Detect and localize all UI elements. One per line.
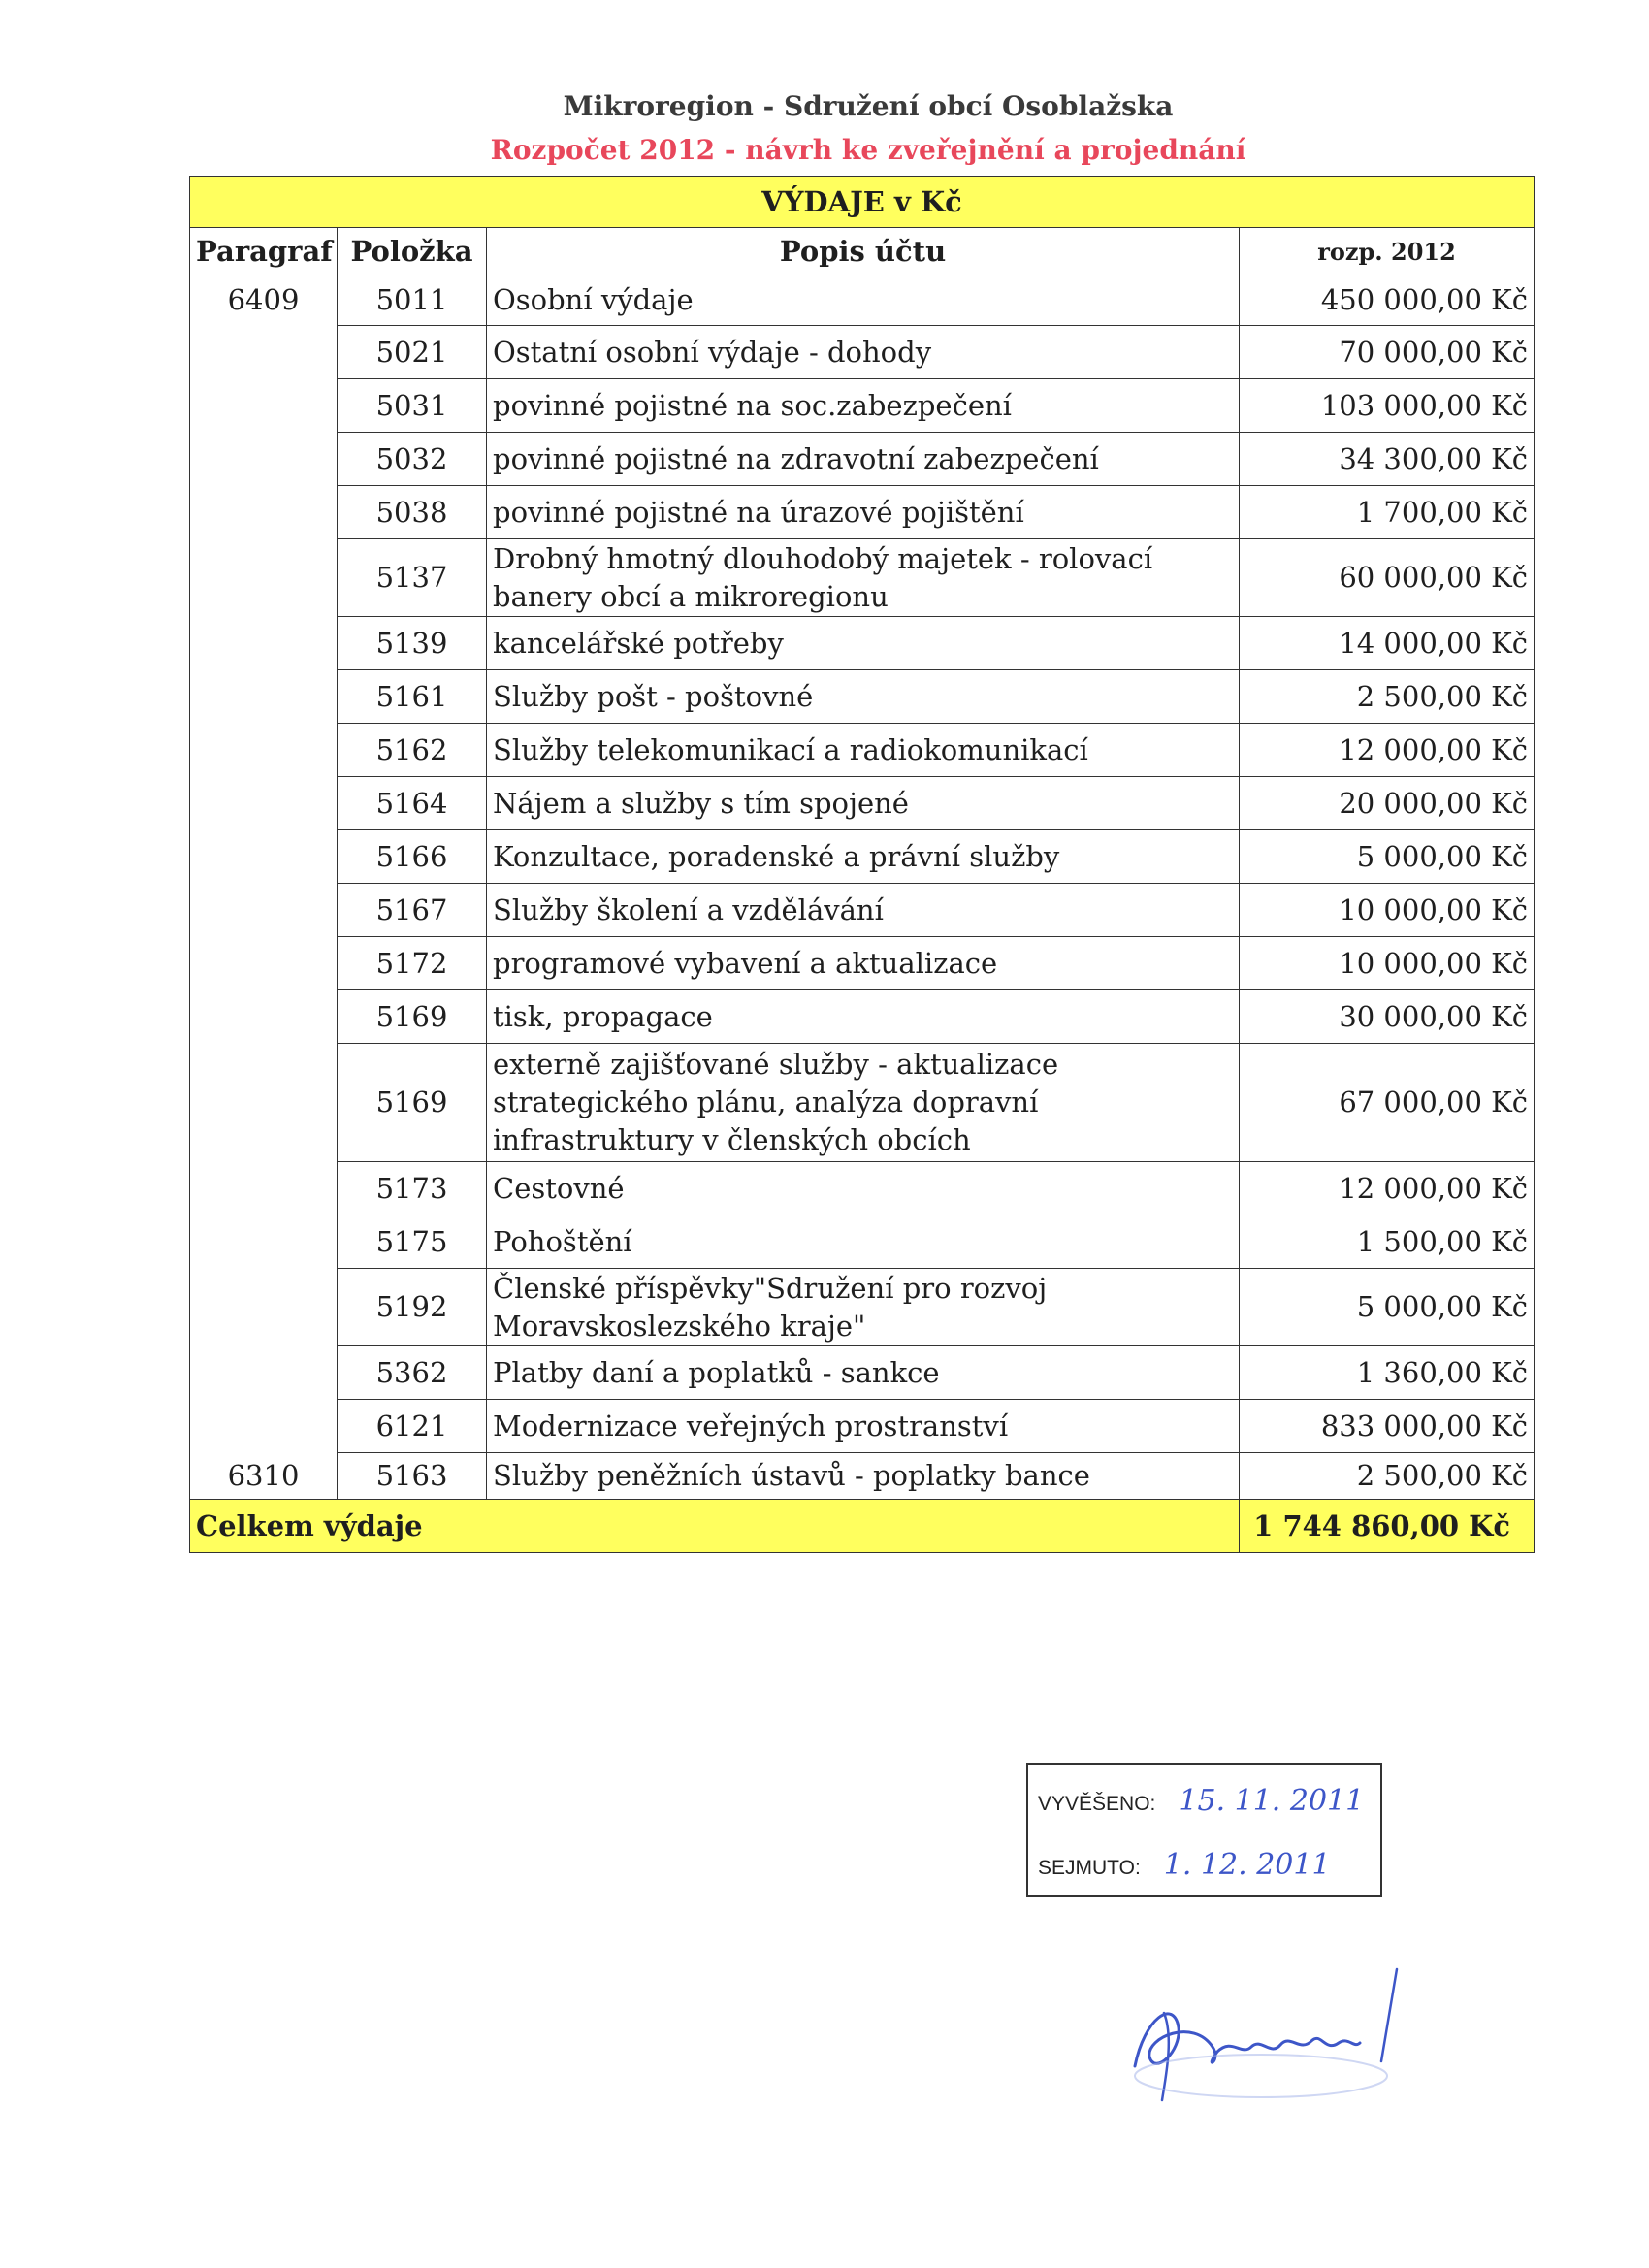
- paragraf-cell: [190, 1269, 338, 1346]
- polozka-cell: 5021: [338, 326, 487, 379]
- popis-cell: Platby daní a poplatků - sankce: [487, 1346, 1240, 1400]
- paragraf-cell: [190, 884, 338, 937]
- popis-cell: programové vybavení a aktualizace: [487, 937, 1240, 990]
- table-row: [190, 1044, 1535, 1162]
- castka-cell: 60 000,00 Kč: [1240, 539, 1535, 617]
- castka-cell: 20 000,00 Kč: [1240, 777, 1535, 830]
- castka-cell: 34 300,00 Kč: [1240, 433, 1535, 486]
- posting-stamp: [1026, 1763, 1382, 1897]
- paragraf-cell: [190, 326, 338, 379]
- popis-cell: Služby peněžních ústavů - poplatky bance: [487, 1453, 1240, 1500]
- polozka-cell: 5038: [338, 486, 487, 539]
- table-row: [190, 937, 1535, 990]
- table-row: [190, 1346, 1535, 1400]
- paragraf-cell: [190, 937, 338, 990]
- document-subtitle: Rozpočet 2012 - návrh ke zveřejnění a projednání: [490, 134, 1246, 166]
- header-paragraf: Paragraf: [190, 228, 338, 275]
- paragraf-cell: [190, 777, 338, 830]
- paragraf-cell: [190, 1215, 338, 1269]
- table-row: [190, 670, 1535, 724]
- paragraf-cell: [190, 670, 338, 724]
- popis-cell: tisk, propagace: [487, 990, 1240, 1044]
- paragraf-cell: [190, 1400, 338, 1453]
- popis-cell: Drobný hmotný dlouhodobý majetek - rolovací banery obcí a mikroregionu: [487, 539, 1240, 617]
- table-row: [190, 1453, 1535, 1500]
- castka-cell: 1 360,00 Kč: [1240, 1346, 1535, 1400]
- paragraf-cell: [190, 539, 338, 617]
- polozka-cell: 5166: [338, 830, 487, 884]
- polozka-cell: 5162: [338, 724, 487, 777]
- document-title: Mikroregion - Sdružení obcí Osoblažska: [563, 90, 1174, 122]
- header-polozka: Položka: [338, 228, 487, 275]
- paragraf-cell: [190, 1162, 338, 1215]
- polozka-cell: 5167: [338, 884, 487, 937]
- paragraf-cell: [190, 1346, 338, 1400]
- paragraf-cell: [190, 990, 338, 1044]
- castka-cell: 10 000,00 Kč: [1240, 937, 1535, 990]
- paragraf-cell: [190, 433, 338, 486]
- polozka-cell: 5169: [338, 990, 487, 1044]
- polozka-cell: 5172: [338, 937, 487, 990]
- polozka-cell: 5161: [338, 670, 487, 724]
- polozka-cell: 6121: [338, 1400, 487, 1453]
- popis-cell: Služby pošt - poštovné: [487, 670, 1240, 724]
- budget-table: [189, 176, 1535, 1553]
- table-row: [190, 617, 1535, 670]
- castka-cell: 833 000,00 Kč: [1240, 1400, 1535, 1453]
- polozka-cell: 5011: [338, 275, 487, 326]
- popis-cell: Konzultace, poradenské a právní služby: [487, 830, 1240, 884]
- popis-cell: externě zajišťované služby - aktualizace strategického plánu, analýza dopravní infrastruktury v členských obcích: [487, 1044, 1240, 1162]
- table-row: [190, 539, 1535, 617]
- table-row: [190, 275, 1535, 326]
- popis-cell: Pohoštění: [487, 1215, 1240, 1269]
- castka-cell: 14 000,00 Kč: [1240, 617, 1535, 670]
- castka-cell: 103 000,00 Kč: [1240, 379, 1535, 433]
- polozka-cell: 5032: [338, 433, 487, 486]
- table-row: [190, 990, 1535, 1044]
- popis-cell: Ostatní osobní výdaje - dohody: [487, 326, 1240, 379]
- table-row: [190, 379, 1535, 433]
- handwritten-signature: [1106, 1960, 1416, 2115]
- castka-cell: 1 700,00 Kč: [1240, 486, 1535, 539]
- popis-cell: Nájem a služby s tím spojené: [487, 777, 1240, 830]
- table-row: [190, 830, 1535, 884]
- castka-cell: 5 000,00 Kč: [1240, 830, 1535, 884]
- castka-cell: 67 000,00 Kč: [1240, 1044, 1535, 1162]
- paragraf-cell: 6310: [190, 1453, 338, 1500]
- popis-cell: Služby telekomunikací a radiokomunikací: [487, 724, 1240, 777]
- polozka-cell: 5163: [338, 1453, 487, 1500]
- table-row: [190, 433, 1535, 486]
- table-row: [190, 724, 1535, 777]
- posted-date: 15. 11. 2011: [1179, 1784, 1365, 1818]
- polozka-cell: 5139: [338, 617, 487, 670]
- removed-row: [1038, 1848, 1331, 1882]
- castka-cell: 450 000,00 Kč: [1240, 275, 1535, 326]
- table-row: [190, 326, 1535, 379]
- removed-date: 1. 12. 2011: [1163, 1848, 1331, 1882]
- popis-cell: povinné pojistné na soc.zabezpečení: [487, 379, 1240, 433]
- castka-cell: 2 500,00 Kč: [1240, 1453, 1535, 1500]
- castka-cell: 10 000,00 Kč: [1240, 884, 1535, 937]
- header-popis: Popis účtu: [487, 228, 1240, 275]
- polozka-cell: 5362: [338, 1346, 487, 1400]
- table-row: [190, 777, 1535, 830]
- removed-label: SEJMUTO:: [1038, 1857, 1141, 1879]
- popis-cell: Cestovné: [487, 1162, 1240, 1215]
- polozka-cell: 5192: [338, 1269, 487, 1346]
- popis-cell: Modernizace veřejných prostranství: [487, 1400, 1240, 1453]
- castka-cell: 12 000,00 Kč: [1240, 1162, 1535, 1215]
- polozka-cell: 5137: [338, 539, 487, 617]
- paragraf-cell: [190, 486, 338, 539]
- paragraf-cell: [190, 617, 338, 670]
- polozka-cell: 5175: [338, 1215, 487, 1269]
- polozka-cell: 5169: [338, 1044, 487, 1162]
- castka-cell: 70 000,00 Kč: [1240, 326, 1535, 379]
- paragraf-cell: [190, 379, 338, 433]
- paragraf-cell: [190, 830, 338, 884]
- table-row: [190, 884, 1535, 937]
- popis-cell: povinné pojistné na zdravotní zabezpečení: [487, 433, 1240, 486]
- popis-cell: povinné pojistné na úrazové pojištění: [487, 486, 1240, 539]
- total-value: 1 744 860,00 Kč: [1240, 1500, 1535, 1553]
- polozka-cell: 5173: [338, 1162, 487, 1215]
- castka-cell: 12 000,00 Kč: [1240, 724, 1535, 777]
- polozka-cell: 5164: [338, 777, 487, 830]
- paragraf-cell: [190, 1044, 338, 1162]
- table-band-row: [190, 177, 1535, 228]
- castka-cell: 5 000,00 Kč: [1240, 1269, 1535, 1346]
- popis-cell: Služby školení a vzdělávání: [487, 884, 1240, 937]
- header-rozpocet: rozp. 2012: [1240, 228, 1535, 275]
- total-label: Celkem výdaje: [190, 1500, 1240, 1553]
- paragraf-cell: 6409: [190, 275, 338, 326]
- castka-cell: 30 000,00 Kč: [1240, 990, 1535, 1044]
- paragraf-cell: [190, 724, 338, 777]
- table-row: [190, 1400, 1535, 1453]
- band-title: VÝDAJE v Kč: [190, 177, 1535, 228]
- table-row: [190, 1269, 1535, 1346]
- table-header-row: [190, 228, 1535, 275]
- castka-cell: 2 500,00 Kč: [1240, 670, 1535, 724]
- castka-cell: 1 500,00 Kč: [1240, 1215, 1535, 1269]
- table-row: [190, 1215, 1535, 1269]
- popis-cell: Osobní výdaje: [487, 275, 1240, 326]
- posted-row: [1038, 1784, 1364, 1818]
- popis-cell: Členské příspěvky"Sdružení pro rozvoj Moravskoslezského kraje": [487, 1269, 1240, 1346]
- polozka-cell: 5031: [338, 379, 487, 433]
- total-row: [190, 1500, 1535, 1553]
- table-row: [190, 486, 1535, 539]
- table-row: [190, 1162, 1535, 1215]
- posted-label: VYVĚŠENO:: [1038, 1793, 1156, 1815]
- popis-cell: kancelářské potřeby: [487, 617, 1240, 670]
